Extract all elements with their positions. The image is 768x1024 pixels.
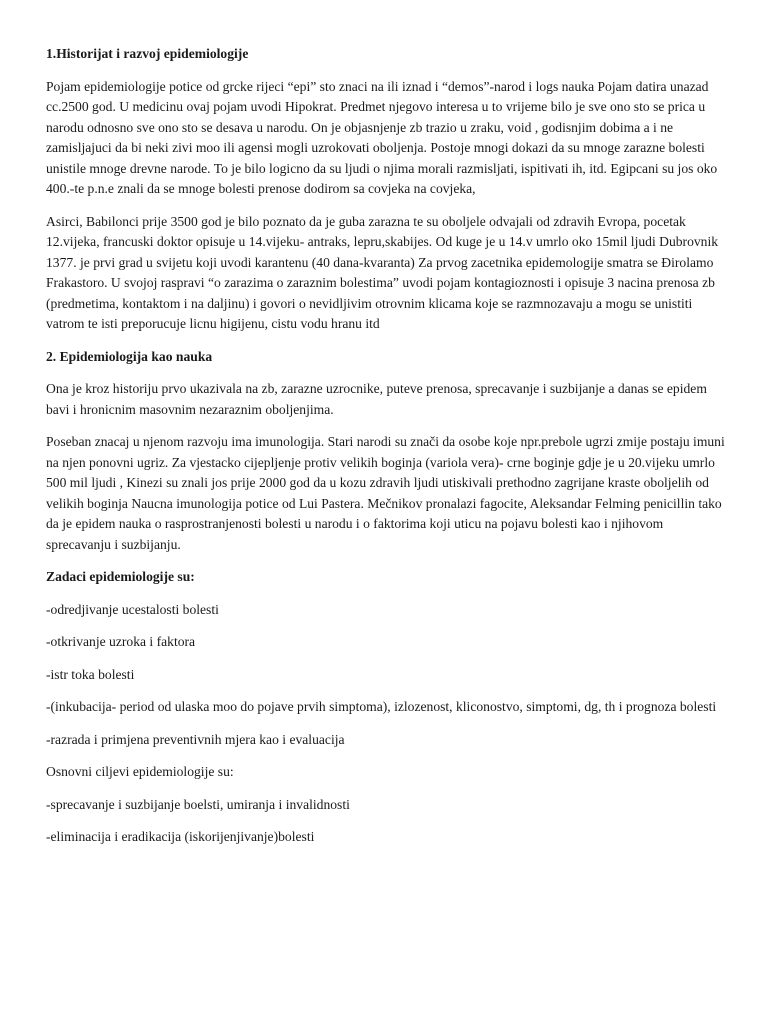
section-2-heading: 2. Epidemiologija kao nauka — [46, 348, 213, 364]
section-1-paragraph-2: Asirci, Babilonci prije 3500 god je bilo poznato da je guba zarazna te su oboljele odvajali od zdravih Evropa, pocetak 12.vijeka, francuski doktor opisuje u 14.vijeku- antraks, lepru,skabijes. Od kuge je u 14.v umrlo oko 15mil ljudi Dubrovnik 1377. je prvi grad u svijetu koji uvodi karantenu (40 dana-kvaranta) Za prvog zacetnika epidemologije smatra se Đirolamo Frakastoro. U svojoj raspravi “o zarazima o zaraznim bolestima” uvodi pojam kontagioznosti i opisuje 3 nacina prenosa zb (predmetima, kontaktom i na daljinu) i govori o nevidljivim otrovnim klicama koje se razmnozavaju a mogu se unistiti vatrom te isti preporucuje licnu higijenu, cistu vodu hranu itd — [46, 213, 719, 331]
goal-item-2: -eliminacija i eradikacija (iskorijenjivanje)bolesti — [46, 829, 315, 844]
task-item-2: -otkrivanje uzroka i faktora — [46, 634, 196, 649]
section-1-heading: 1.Historijat i razvoj epidemiologije — [46, 46, 249, 61]
task-item-4: -(inkubacija- period od ulaska moo do pojave prvih simptoma), izlozenost, kliconostvo, simptomi, dg, th i prognoza bolesti — [46, 699, 717, 714]
task-item-3: -istr toka bolesti — [46, 666, 135, 682]
section-2-paragraph-2: Poseban znacaj u njenom razvoju ima imunologija. Stari narodi su znači da osobe koje npr.prebole ugrzi zmije postaju imuni na njen ponovni ugriz. Za vjestacko cijepljenje protiv velikih boginja (variola vera)- crne boginje gdje je u 20.vijeku umrlo 500 mil ljudi , Kinezi su znali jos prije 2000 god da u kozu zdravih ljudi utiskivali prethodno zagrijane kraste oboljelih od velikih boginja Naucna imunologija potice od Lui Pastera. Mečnikov pronalazi fagocite, Aleksandar Felming penicillin tako da je epidem nauka o rasprostranjenosti bolesti u narodu i o faktorima koji uticu na pojavu bolesti kao i njihovom sprecavanju i suzbijanju. — [46, 434, 725, 552]
goal-item-1: -sprecavanje i suzbijanje boelsti, umiranja i invalidnosti — [46, 796, 350, 812]
section-1-paragraph-1: Pojam epidemiologije potice od grcke rijeci “epi” sto znaci na ili iznad i “demos”-narod i logs nauka Pojam datira unazad cc.2500 god. U medicinu ovaj pojam uvodi Hipokrat. Predmet njegovo interesa u to vrijeme bilo je sve ono sto se prica u narodu odnosno sve ono sto se desava u narodu. On je objasnjenje zb trazio u zraku, void , godisnjim dobima a i ne zamisljajuci da bi neki zivi moo ili agensi mogli uzrokovati oboljenja. Postoje mnogi dokazi da su mnoge zarazne bolesti unistile mnoge drevne narode. To je bilo logicno da su ljudi o njima morali razmisljati, ispitivati ih, itd. Egipcani su jos oko 400.-te p.n.e znali da se mnoge bolesti prenose dodirom sa covjeka na covjeka, — [46, 78, 718, 196]
tasks-heading: Zadaci epidemiologije su: — [46, 569, 195, 584]
document-page — [46, 44, 726, 860]
section-2-paragraph-1: Ona je kroz historiju prvo ukazivala na zb, zarazne uzrocnike, puteve prenosa, sprecavanje i suzbijanje a danas se epidem bavi i hronicnim masovnim nezaraznim oboljenjima. — [46, 381, 707, 417]
goals-heading: Osnovni ciljevi epidemiologije su: — [46, 764, 234, 779]
task-item-1: -odredjivanje ucestalosti bolesti — [46, 601, 219, 617]
task-item-5: -razrada i primjena preventivnih mjera kao i evaluacija — [46, 731, 345, 747]
